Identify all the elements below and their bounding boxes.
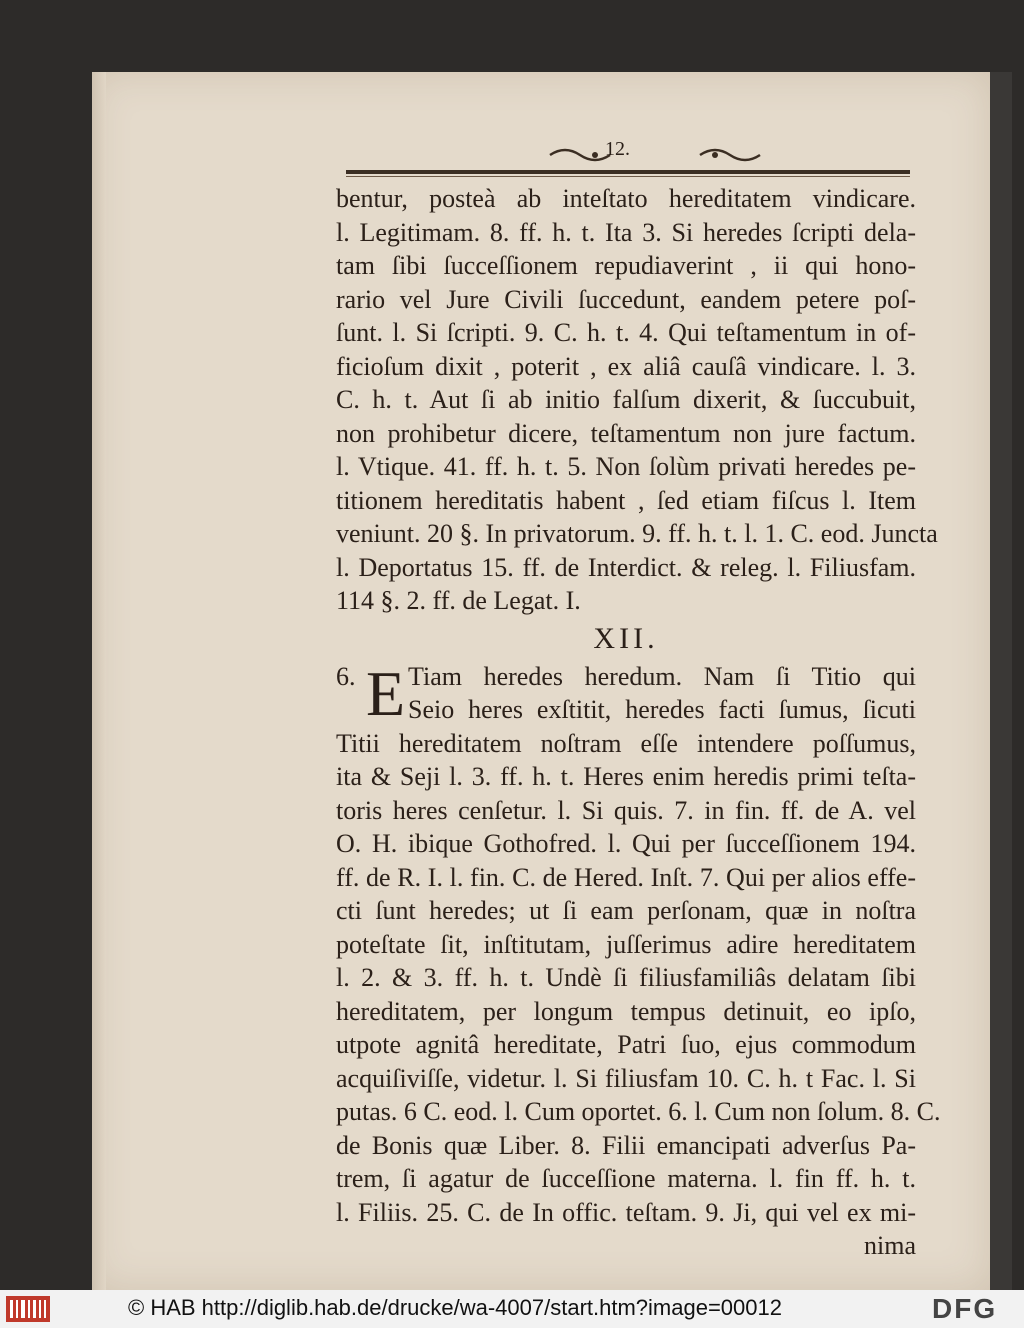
- text-line: O. H. ibique Gothofred. l. Qui per ſucceſſionem 194.: [336, 829, 916, 858]
- text-line: acquiſiviſſe, videtur. l. Si filiusfam 10. C. h. t Fac. l. Si: [336, 1063, 916, 1093]
- text-line: Titii hereditatem noſtram eſſe intendere poſſumus,: [336, 728, 916, 758]
- text-line: trem, ſi agatur de ſucceſſione materna. l. fin ff. h. t.: [336, 1164, 916, 1193]
- text-line: bentur, posteà ab inteſtato hereditatem vindicare.: [336, 184, 916, 213]
- text-line: poteſtate ſit, inſtitutam, juſſerimus adire hereditatem: [336, 929, 916, 959]
- text-line: rario vel Jure Civili ſuccedunt, eandem petere poſ-: [336, 284, 916, 314]
- text-line: Tiam heredes heredum. Nam ſi Titio qui: [408, 661, 916, 691]
- text-line: tam ſibi ſucceſſionem repudiaverint , ii qui hono-: [336, 251, 916, 280]
- text-line: de Bonis quæ Liber. 8. Filii emancipati adverſus Pa-: [336, 1130, 916, 1160]
- footer-bar: [0, 1290, 1024, 1328]
- text-line: ficioſum dixit , poterit , ex aliâ cauſâ vindicare. l. 3.: [336, 351, 916, 381]
- text-line: l. Filiis. 25. C. de In offic. teſtam. 9. Ji, qui vel ex mi-: [336, 1197, 916, 1227]
- section-number: 6.: [336, 661, 356, 691]
- text-line: putas. 6 C. eod. l. Cum oportet. 6. l. Cum non ſolum. 8. C.: [336, 1097, 941, 1126]
- page-number: 12.: [605, 138, 630, 160]
- text-line: non prohibetur dicere, teſtamentum non jure factum.: [336, 418, 916, 448]
- ornament-flourish-icon: [540, 140, 800, 170]
- library-logo-icon: [6, 1296, 50, 1322]
- text-line: ſunt. l. Si ſcripti. 9. C. h. t. 4. Qui teſtamentum in of-: [336, 318, 916, 347]
- scan-right-strip: [990, 72, 1012, 1290]
- section-paragraph: [336, 657, 941, 1263]
- text-line: veniunt. 20 §. In privatorum. 9. ff. h. t. l. 1. C. eod. Juncta: [336, 519, 938, 548]
- text-line: Seio heres exſtitit, heredes facti ſumus, ſicuti: [408, 695, 916, 724]
- copyright-link[interactable]: © HAB http://diglib.hab.de/drucke/wa-4007/start.htm?image=00012: [128, 1295, 782, 1320]
- text-line: ff. de R. I. l. fin. C. de Hered. Inſt. 7. Qui per alios effe-: [336, 862, 916, 892]
- header-rule: [346, 170, 910, 174]
- text-line: utpote agnitâ hereditate, Patri ſuo, ejus commodum: [336, 1030, 916, 1059]
- text-line: titionem hereditatis habent , ſed etiam fiſcus l. Item: [336, 485, 916, 515]
- text-line: l. Legitimam. 8. ff. h. t. Ita 3. Si heredes ſcripti dela-: [336, 217, 916, 247]
- text-line: cti ſunt heredes; ut ſi eam perſonam, quæ in noſtra: [336, 896, 916, 925]
- dfg-logo: DFG: [932, 1293, 998, 1324]
- catchword: nima: [864, 1231, 916, 1260]
- drop-cap: E: [366, 657, 406, 729]
- text-line: l. Deportatus 15. ff. de Interdict. & releg. l. Filiusfam.: [336, 552, 916, 582]
- text-line: l. 2. & 3. ff. h. t. Undè ſi filiusfamiliâs delatam ſibi: [336, 963, 916, 992]
- header-rule-thin: [346, 176, 910, 177]
- text-line: 114 §. 2. ff. de Legat. I.: [336, 586, 581, 615]
- text-block: [336, 182, 941, 1263]
- text-line: ita & Seji l. 3. ff. h. t. Heres enim heredis primi teſta-: [336, 762, 916, 791]
- text-line: hereditatem, per longum tempus detinuit, eo ipſo,: [336, 996, 916, 1026]
- text-line: toris heres cenſetur. l. Si quis. 7. in fin. ff. de A. vel: [336, 795, 916, 825]
- text-line: C. h. t. Aut ſi ab initio falſum dixerit, & ſuccubuit,: [336, 385, 916, 414]
- page-binding-edge: [92, 72, 106, 1290]
- section-heading: XII.: [593, 621, 659, 655]
- text-line: l. Vtique. 41. ff. h. t. 5. Non ſolùm privati heredes pe-: [336, 452, 916, 481]
